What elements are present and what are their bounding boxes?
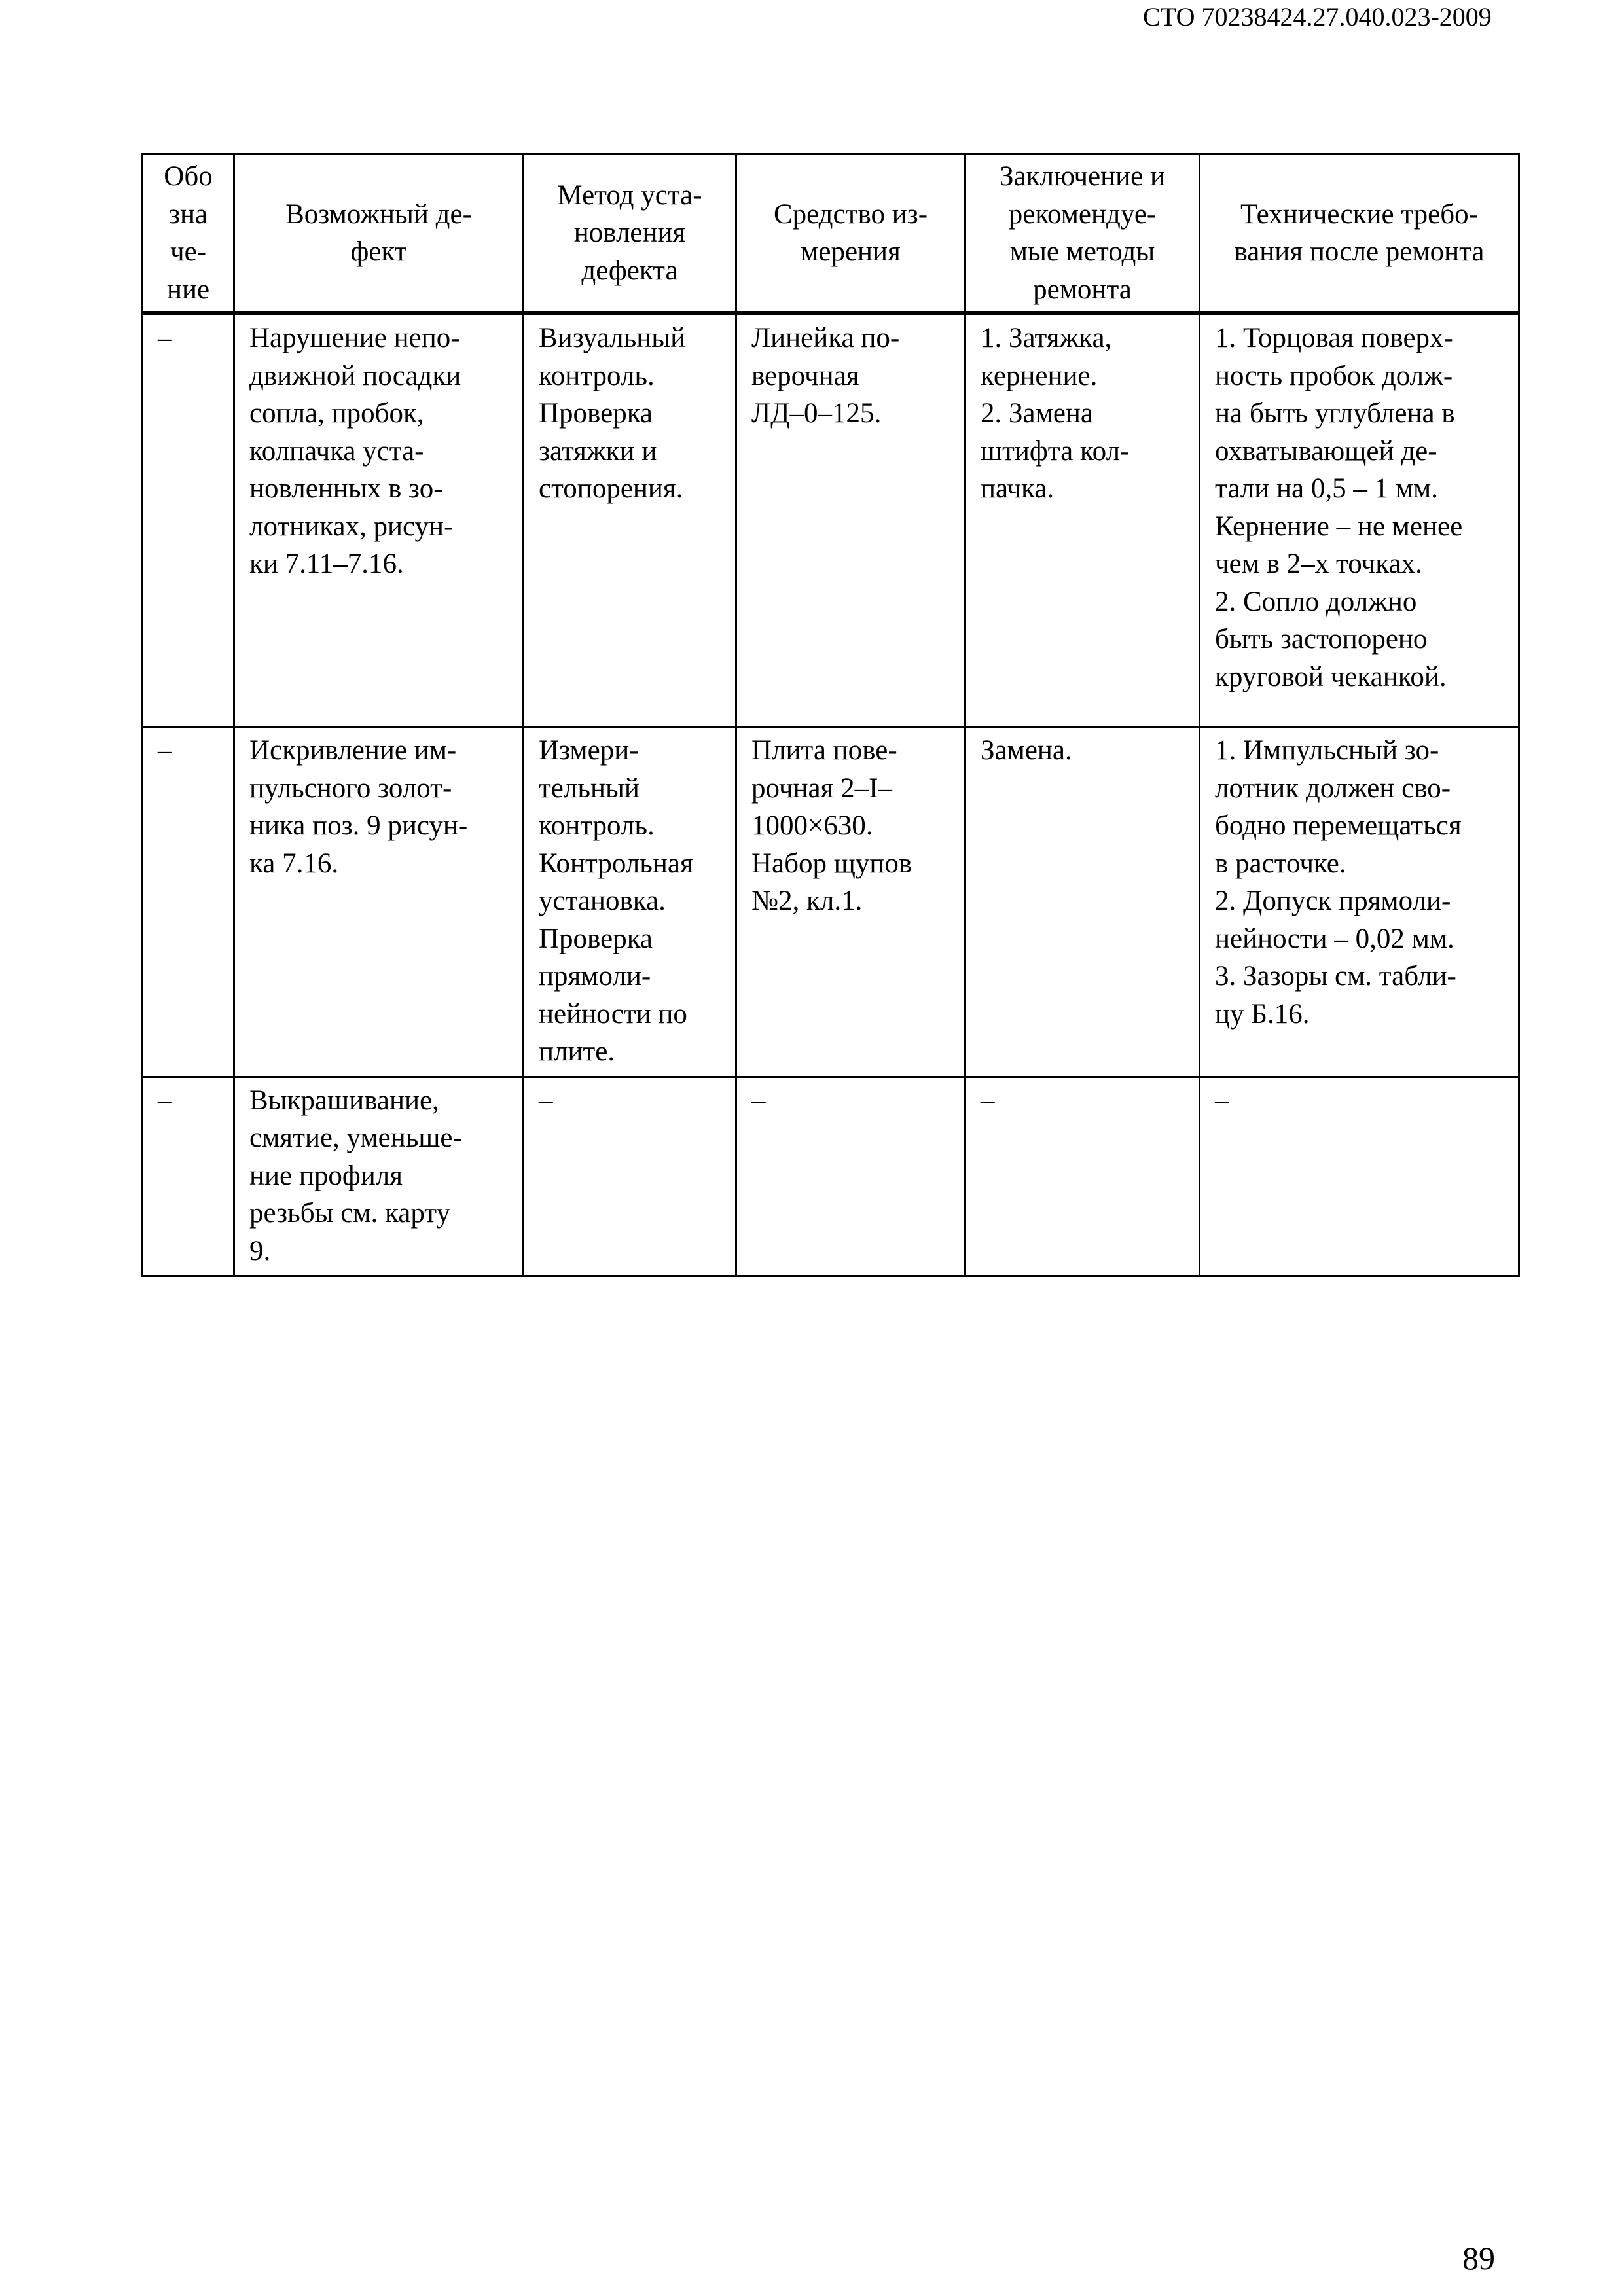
table-row [143,1077,1519,1276]
page-number: 89 [1462,2240,1495,2276]
column-header-method: Метод уста- новления дефекта [524,154,736,314]
cell-method: Измери- тельный контроль. Контрольная установка. Проверка прямоли- нейности по плите. [524,727,736,1077]
cell-tool: Линейка по- верочная ЛД–0–125. [736,314,965,727]
document-code: СТО 70238424.27.040.023-2009 [1143,2,1492,31]
table-header [143,154,1519,314]
cell-conclusion: Замена. [965,727,1200,1077]
cell-method: Визуальный контроль. Проверка затяжки и стопорения. [524,314,736,727]
cell-defect: Нарушение непо- движной посадки сопла, пробок, колпачка уста- новленных в зо- лотниках, рисун- ки 7.11–7.16. [234,314,524,727]
defects-table [141,153,1520,1277]
cell-designation: – [143,1077,234,1276]
cell-designation: – [143,727,234,1077]
table-row [143,727,1519,1077]
cell-defect: Выкрашивание, смятие, уменьше- ние профиля резьбы см. карту 9. [234,1077,524,1276]
cell-defect: Искривление им- пульсного золот- ника поз. 9 рисун- ка 7.16. [234,727,524,1077]
column-header-tool: Средство из- мерения [736,154,965,314]
cell-method: – [524,1077,736,1276]
column-header-requirements: Технические требо- вания после ремонта [1200,154,1519,314]
table-row [143,314,1519,727]
column-header-conclusion: Заключение и рекомендуе- мые методы ремонта [965,154,1200,314]
cell-designation: – [143,314,234,727]
column-header-designation: Обо зна че- ние [143,154,234,314]
cell-tool: – [736,1077,965,1276]
cell-conclusion: – [965,1077,1200,1276]
cell-requirements: – [1200,1077,1519,1276]
cell-requirements: 1. Торцовая поверх- ность пробок долж- на быть углублена в охватывающей де- тали на 0,5 – 1 мм. Кернение – не менее чем в 2–х точках. 2. Сопло должно быть застопорено круговой чеканкой. [1200,314,1519,727]
cell-conclusion: 1. Затяжка, кернение. 2. Замена штифта кол- пачка. [965,314,1200,727]
cell-requirements: 1. Импульсный зо- лотник должен сво- бодно перемещаться в расточке. 2. Допуск прямоли- нейности – 0,02 мм. 3. Зазоры см. табли- цу Б.16. [1200,727,1519,1077]
cell-tool: Плита пове- рочная 2–I– 1000×630. Набор щупов №2, кл.1. [736,727,965,1077]
column-header-defect: Возможный де- фект [234,154,524,314]
